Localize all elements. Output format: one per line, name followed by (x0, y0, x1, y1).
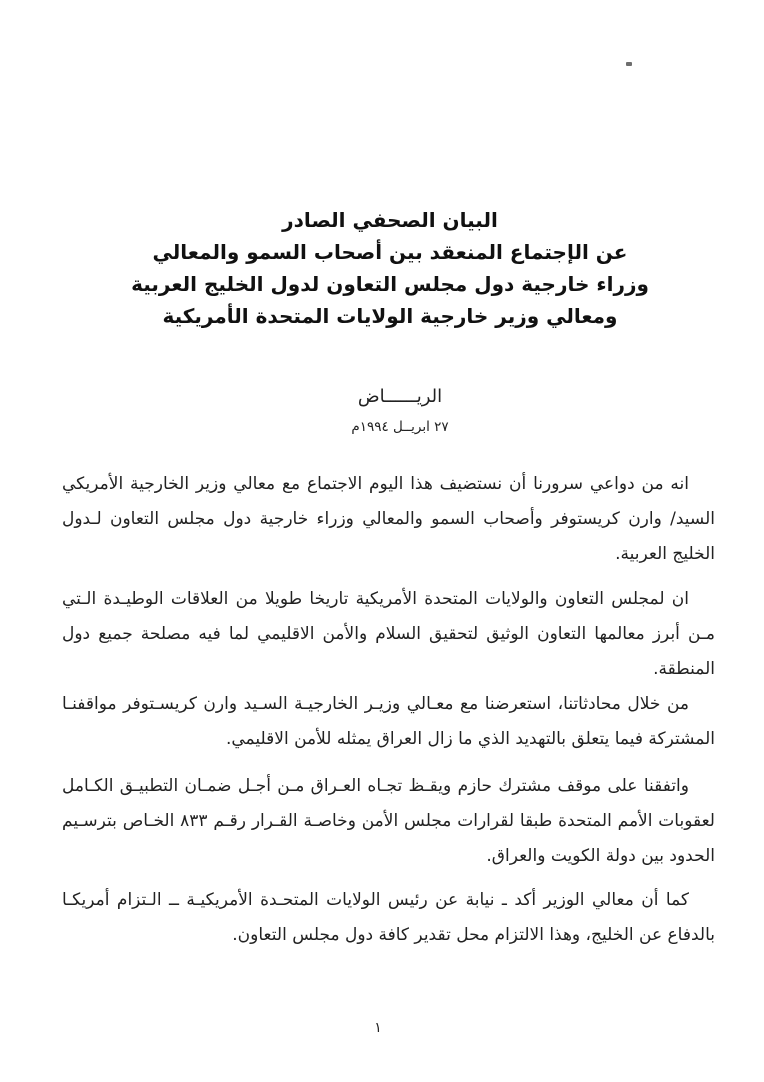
document-title (16, 204, 764, 332)
paragraph-3: من خلال محادثاتنا، استعرضنا مع معـالي وزيـر الخارجيـة السـيد وارن كريسـتوفر مواقفنـا المشتركة فيما يتعلق بالتهديد الذي ما زال العراق يمثله للأمن الاقليمي. (62, 694, 715, 749)
title-line-1: البيان الصحفي الصادر (282, 208, 498, 232)
page-number: ١ (374, 1020, 382, 1036)
paragraph-1: انه من دواعي سرورنا أن نستضيف هذا اليوم الاجتماع مع معالي وزير الخارجية الأمريكي السيد/ وارن كريستوفر وأصحاب السمو والمعالي وزراء خارجية دول مجلس التعاون لـدول الخليج العربية. (62, 474, 715, 564)
title-line-2: عن الإجتماع المنعقد بين أصحاب السمو والمعالي (152, 240, 628, 264)
scan-artifact-dot (626, 62, 632, 66)
paragraph-4: واتفقنا على موقف مشترك حازم ويقـظ تجـاه العـراق مـن أجـل ضمـان التطبيـق الكـامل لعقوبات الأمم المتحدة طبقا لقرارات مجلس الأمن وخاصـة القـرار رقـم ٨٣٣ الخـاص بترسـيم الحدود بين دولة الكويت والعراق. (62, 776, 715, 866)
date-line: ٢٧ ابريــل ١٩٩٤م (351, 419, 449, 435)
title-line-4: ومعالي وزير خارجية الولايات المتحدة الأمريكية (162, 304, 618, 328)
paragraph-2: ان لمجلس التعاون والولايات المتحدة الأمريكية تاريخا طويلا من العلاقات الوطيـدة الـتي مـن أبرز معالمها التعاون الوثيق لتحقيق السلام والأمن الاقليمي لما فيه مصلحة جميع دول المنطقة. (62, 589, 715, 679)
document-body (62, 467, 715, 953)
location-line: الريــــــاض (357, 386, 443, 407)
title-line-3: وزراء خارجية دول مجلس التعاون لدول الخليج العربية (131, 272, 649, 296)
paragraph-5: كما أن معالي الوزير أكد ـ نيابة عن رئيس الولايات المتحـدة الأمريكيـة ــ الـتزام أمريكـا بالدفاع عن الخليج، وهذا الالتزام محل تقدير كافة دول مجلس التعاون. (62, 890, 715, 945)
